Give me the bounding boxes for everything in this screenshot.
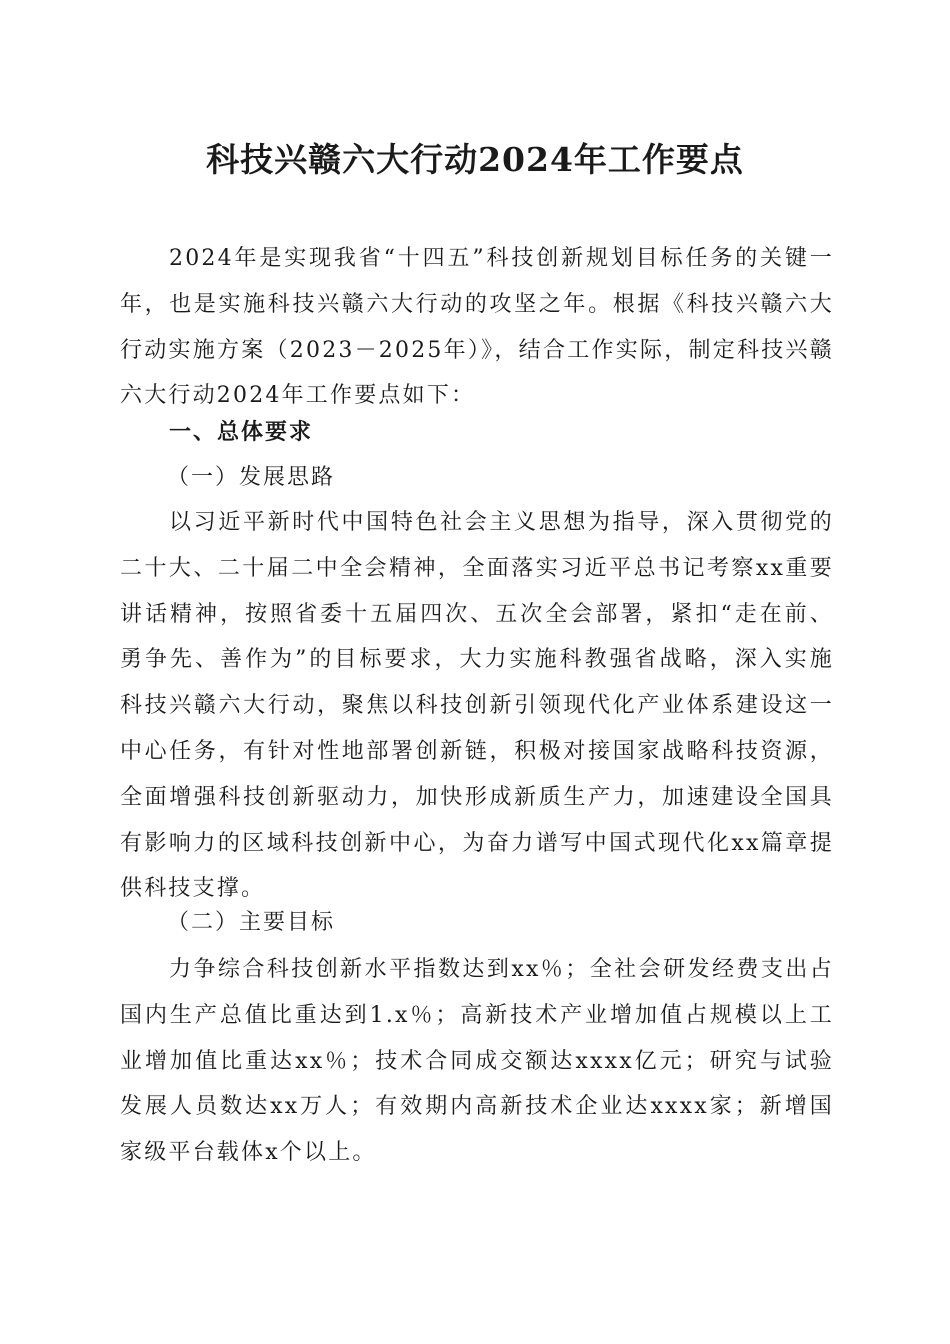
intro-paragraph: 2024年是实现我省“十四五”科技创新规划目标任务的关键一年，也是实施科技兴赣六大行动的攻坚之年。根据《科技兴赣六大行动实施方案（2023－2025年）》，结合工作实际，制定科技兴赣六大行动2024年工作要点如下： bbox=[120, 246, 834, 409]
subsection-heading-development-ideas: （一）发展思路 bbox=[167, 465, 336, 490]
document-title: 科技兴赣六大行动2024年工作要点 bbox=[206, 140, 744, 179]
main-targets-paragraph: 力争综合科技创新水平指数达到xx％；全社会研发经费支出占国内生产总值比重达到1.x％；高新技术产业增加值占规模以上工业增加值比重达xx％；技术合同成交额达xxxx亿元；研究与试验发展人员数达xx万人；有效期内高新技术企业达xxxx家；新增国家级平台载体x个以上。 bbox=[120, 957, 834, 1166]
section-heading-general-requirements: 一、总体要求 bbox=[169, 420, 314, 445]
subsection-heading-main-targets: （二）主要目标 bbox=[167, 910, 336, 935]
development-ideas-paragraph: 以习近平新时代中国特色社会主义思想为指导，深入贯彻党的二十大、二十届二中全会精神，全面落实习近平总书记考察xx重要讲话精神，按照省委十五届四次、五次全会部署，紧扣“走在前、勇争先、善作为”的目标要求，大力实施科教强省战略，深入实施科技兴赣六大行动，聚焦以科技创新引领现代化产业体系建设这一中心任务，有针对性地部署创新链，积极对接国家战略科技资源，全面增强科技创新驱动力，加快形成新质生产力，加速建设全国具有影响力的区域科技创新中心，为奋力谱写中国式现代化xx篇章提供科技支撑。 bbox=[120, 510, 834, 902]
